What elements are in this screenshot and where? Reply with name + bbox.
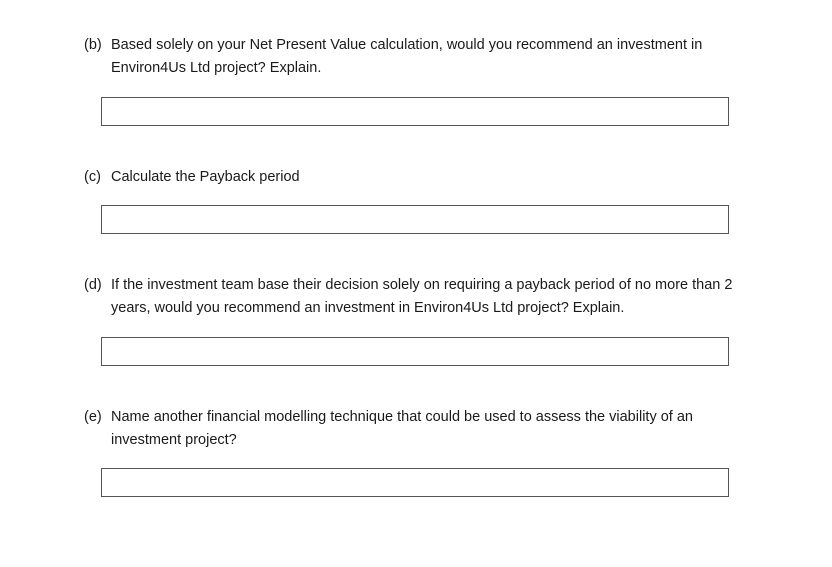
answer-box-e[interactable] — [101, 468, 729, 497]
answer-box-b[interactable] — [101, 97, 729, 126]
question-text: If the investment team base their decision solely on requiring a payback period of no more than 2 years, would you recommend an investment in Environ4Us Ltd project? Explain. — [111, 277, 733, 316]
question-c — [84, 166, 744, 189]
answer-box-c[interactable] — [101, 205, 729, 234]
question-label: (e) — [84, 409, 102, 425]
question-label: (d) — [84, 277, 102, 293]
question-text: Name another financial modelling technique that could be used to assess the viability of an investment project? — [111, 409, 693, 448]
question-text: Calculate the Payback period — [111, 169, 300, 185]
answer-box-d[interactable] — [101, 337, 729, 366]
question-label: (b) — [84, 37, 102, 53]
question-label: (c) — [84, 169, 101, 185]
question-d — [84, 274, 744, 320]
question-e — [84, 406, 744, 452]
question-text: Based solely on your Net Present Value calculation, would you recommend an investment in Environ4Us Ltd project? Explain. — [111, 37, 703, 76]
question-b — [84, 34, 744, 80]
